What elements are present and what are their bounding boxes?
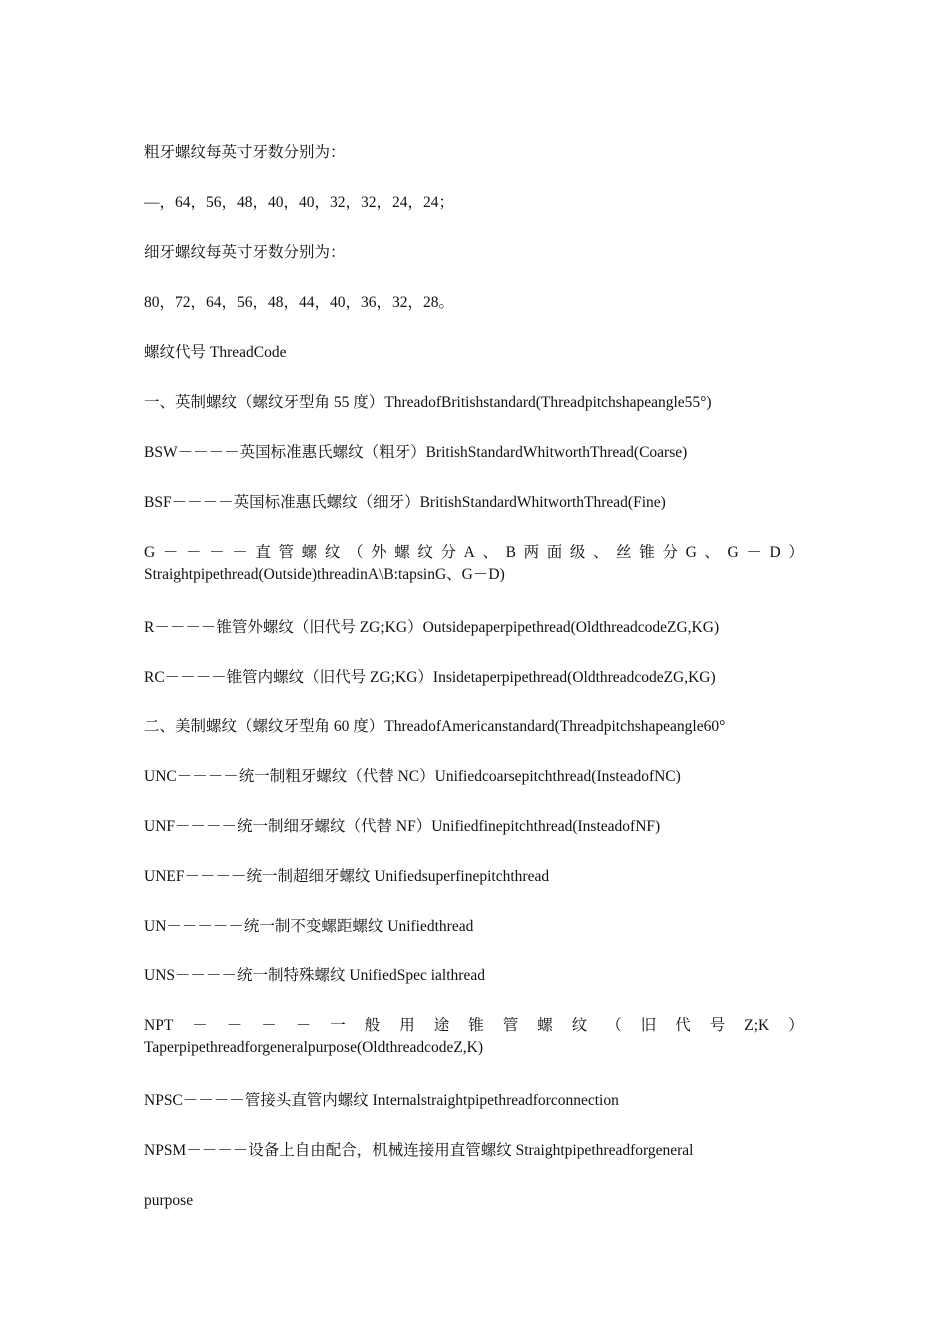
g-thread-line-2: Straightpipethread(Outside)threadinA\B:tapsinG、G－D) <box>144 566 505 583</box>
npt-token: Z;K <box>744 1017 770 1034</box>
g-thread-token: 丝 <box>616 544 632 561</box>
g-thread-token: 直 <box>255 544 271 561</box>
g-thread-token: A <box>463 544 475 561</box>
g-thread-token: 锥 <box>639 544 655 561</box>
g-thread-token: ） <box>788 544 804 561</box>
npt-token: 管 <box>502 1017 519 1034</box>
npsm-line: NPSM－－－－设备上自由配合，机械连接用直管螺纹 Straightpipethreadforgeneral <box>144 1142 694 1159</box>
g-thread-token: G <box>727 544 739 561</box>
g-thread-line-1 <box>144 542 804 564</box>
coarse-thread-values: —，64，56，48，40，40，32，32，24，24； <box>144 194 455 211</box>
unc-line: UNC－－－－统一制粗牙螺纹（代替 NC）Unifiedcoarsepitchthread(InsteadofNC) <box>144 768 681 785</box>
bsw-line: BSW－－－－英国标准惠氏螺纹（粗牙）BritishStandardWhitworthThread(Coarse) <box>144 444 688 461</box>
unf-line: UNF－－－－统一制细牙螺纹（代替 NF）Unifiedfinepitchthread(InsteadofNF) <box>144 818 661 835</box>
npsm-line-continuation: purpose <box>144 1192 194 1209</box>
g-thread-token: 分 <box>440 544 457 561</box>
g-thread-token: － <box>209 544 225 561</box>
npt-token: 锥 <box>468 1017 484 1034</box>
g-thread-token: 两 <box>523 544 540 561</box>
g-thread-token: （ <box>347 544 364 561</box>
npt-token: 用 <box>399 1017 415 1034</box>
g-thread-token: 管 <box>278 544 295 561</box>
american-thread-section-heading: 二、美制螺纹（螺纹牙型角 60 度）ThreadofAmericanstandard(Threadpitchshapeangle60° <box>144 718 726 735</box>
fine-thread-values: 80，72，64，56，48，44，40，36，32，28。 <box>144 294 455 311</box>
g-thread-token: G <box>685 544 697 561</box>
npt-token: 代 <box>675 1017 691 1034</box>
g-thread-token: 螺 <box>394 544 410 561</box>
unef-line: UNEF－－－－统一制超细牙螺纹 Unifiedsuperfinepitchthread <box>144 868 550 885</box>
npt-token: － <box>192 1017 208 1034</box>
british-thread-section-heading: 一、英制螺纹（螺纹牙型角 55 度）ThreadofBritishstandard(Threadpitchshapeangle55°) <box>144 394 712 411</box>
npt-token: － <box>295 1017 312 1034</box>
g-thread-token: 纹 <box>417 544 433 561</box>
g-thread-token: 、 <box>593 544 609 561</box>
npt-token: 般 <box>364 1017 381 1034</box>
npt-token: － <box>226 1017 243 1034</box>
g-thread-token: 分 <box>662 544 678 561</box>
npt-token: 旧 <box>640 1017 657 1034</box>
coarse-thread-heading: 粗牙螺纹每英寸牙数分别为： <box>144 144 346 161</box>
npt-token: 号 <box>709 1017 726 1034</box>
un-line: UN－－－－－统一制不变螺距螺纹 Unifiedthread <box>144 918 474 935</box>
fine-thread-heading: 细牙螺纹每英寸牙数分别为： <box>144 244 346 261</box>
npt-token: ） <box>788 1017 804 1034</box>
thread-code-title: 螺纹代号 ThreadCode <box>144 344 287 361</box>
g-thread-token: － <box>232 544 248 561</box>
bsf-line: BSF－－－－英国标准惠氏螺纹（细牙）BritishStandardWhitworthThread(Fine) <box>144 494 666 511</box>
uns-line: UNS－－－－统一制特殊螺纹 UnifiedSpec ialthread <box>144 967 485 984</box>
g-thread-token: 外 <box>371 544 387 561</box>
g-thread-token: 面 <box>546 544 563 561</box>
rc-thread-line: RC－－－－锥管内螺纹（旧代号 ZG;KG）Insidetaperpipethread(OldthreadcodeZG,KG) <box>144 669 716 686</box>
g-thread-token: － <box>162 544 179 561</box>
g-thread-token: － <box>185 544 202 561</box>
g-thread-token: B <box>505 544 516 561</box>
g-thread-token: 级 <box>569 544 586 561</box>
g-thread-token: G <box>144 544 156 561</box>
npt-paragraph <box>144 1015 804 1059</box>
npt-token: 纹 <box>571 1017 588 1034</box>
r-thread-line: R－－－－锥管外螺纹（旧代号 ZG;KG）Outsidepaperpipethread(OldthreadcodeZG,KG) <box>144 619 720 636</box>
g-thread-token: 、 <box>704 544 720 561</box>
npt-token: 一 <box>330 1017 346 1034</box>
npt-line-2: Taperpipethreadforgeneralpurpose(OldthreadcodeZ,K) <box>144 1039 484 1056</box>
g-thread-token: 螺 <box>301 544 318 561</box>
npt-line-1 <box>144 1015 804 1037</box>
g-thread-token: － <box>746 544 762 561</box>
npsc-line: NPSC－－－－管接头直管内螺纹 Internalstraightpipethreadforconnection <box>144 1092 619 1109</box>
g-thread-paragraph <box>144 542 804 586</box>
g-thread-token: 纹 <box>324 544 341 561</box>
npt-token: 途 <box>433 1017 450 1034</box>
g-thread-token: D <box>769 544 781 561</box>
npt-token: NPT <box>144 1017 174 1034</box>
npt-token: － <box>261 1017 277 1034</box>
g-thread-token: 、 <box>482 544 498 561</box>
npt-token: （ <box>606 1017 622 1034</box>
npt-token: 螺 <box>537 1017 553 1034</box>
